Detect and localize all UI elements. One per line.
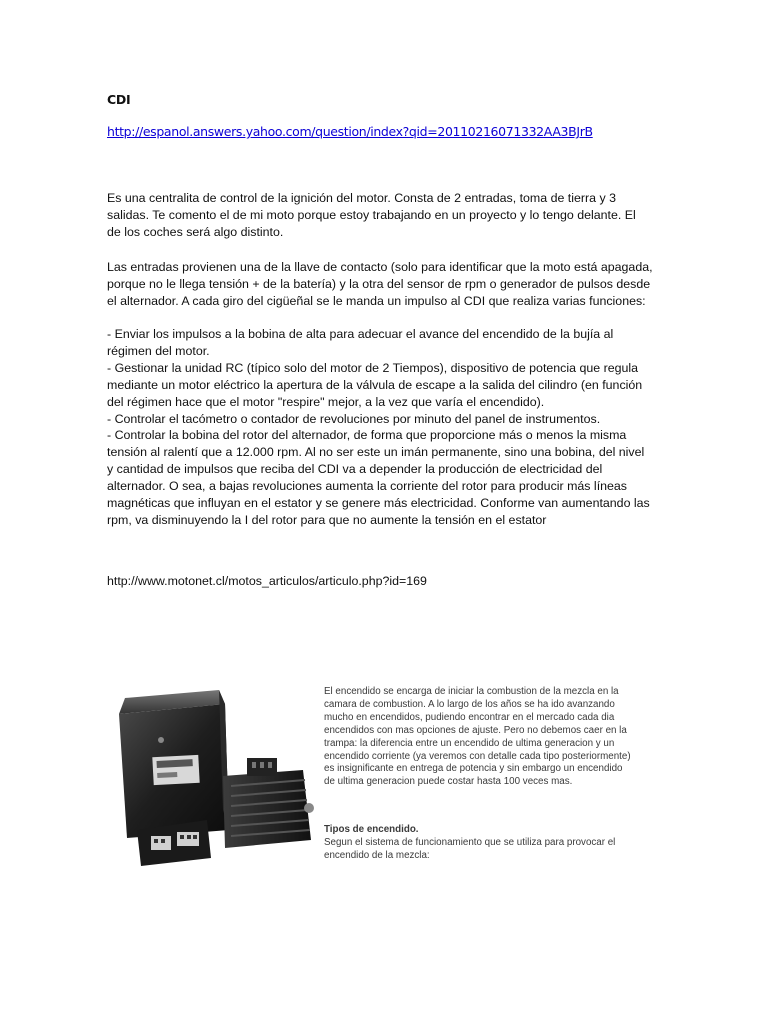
text-line: de ultima generacion puede costar hasta 100 veces mas. — [324, 776, 573, 788]
text-line: - Controlar el tacómetro o contador de revoluciones por minuto del panel de instrumentos. — [107, 411, 601, 426]
ignition-description — [324, 686, 654, 789]
text-line: trampa: la diferencia entre un encendido de ultima generacion y un — [324, 737, 615, 749]
text-line: - Gestionar la unidad RC (típico solo del motor de 2 Tiempos), dispositivo de potencia que regula — [107, 360, 639, 375]
text-line: tensión al ralentí que a 12.000 rpm. Al no ser este un imán permanente, sino una bobina, del nivel — [107, 445, 645, 460]
text-line: mucho en encendidos, pudiendo encontrar en el mercado cada dia — [324, 711, 615, 723]
paragraph-intro — [107, 190, 667, 241]
text-line: camara de combustion. A lo largo de los años se ha ido avanzando — [324, 698, 615, 710]
text-line: salidas. Te comento el de mi moto porque estoy trabajando en un proyecto y lo tengo delante. El — [107, 207, 636, 222]
yahoo-answers-link[interactable]: http://espanol.answers.yahoo.com/question/index?qid=20110216071332AA3BJrB — [107, 124, 593, 139]
document-heading: CDI — [107, 92, 131, 107]
text-line: Las entradas provienen una de la llave de contacto (solo para identificar que la moto está apagada, — [107, 260, 653, 274]
text-line: magnéticas que influyan en el estator y se genere más electricidad. Conforme van aumentando las — [107, 496, 650, 511]
text-line: encendido corriente (ya veremos con detalle cada tipo posteriormente) — [324, 750, 631, 762]
text-line: encendidos con mas opciones de ajuste. Pero no debemos caer en la — [324, 724, 627, 736]
paragraph-inputs — [107, 259, 667, 310]
text-line: El encendido se encarga de iniciar la combustion de la mezcla en la — [324, 686, 619, 697]
text-line: del régimen hace que el motor "respire" mejor, a la vez que varía el encendido). — [107, 394, 545, 409]
text-line: alternador. O sea, a bajas revoluciones aumenta la corriente del rotor para producir más líneas — [107, 479, 628, 494]
text-line: es insignificante en entrega de potencia y sin embargo un encendido — [324, 763, 623, 775]
text-line: y cantidad de impulsos que reciba del CDI va a depender la producción de electricidad del — [107, 462, 603, 477]
text-line: porque no le llega tensión + de la batería) y la otra del sensor de rpm o generador de pulsos desde — [107, 276, 651, 291]
motonet-url-text: http://www.motonet.cl/motos_articulos/articulo.php?id=169 — [107, 574, 427, 588]
text-line: - Enviar los impulsos a la bobina de alta para adecuar el avance del encendido de la bujía al — [107, 327, 614, 341]
ignition-types-heading: Tipos de encendido. — [324, 824, 419, 835]
text-line: el alternador. A cada giro del cigüeñal se le manda un impulso al CDI que realiza varias funciones: — [107, 293, 646, 308]
text-line: rpm, va disminuyendo la I del rotor para que no aumente la tensión en el estator — [107, 512, 547, 527]
text-line: mediante un motor eléctrico la apertura de la válvula de escape a la salida del cilindro (en función — [107, 377, 643, 392]
text-line: régimen del motor. — [107, 343, 210, 358]
text-line: - Controlar la bobina del rotor del alternador, de forma que proporcione más o menos la misma — [107, 428, 627, 443]
text-line: Segun el sistema de funcionamiento que se utiliza para provocar el — [324, 837, 616, 848]
text-line: encendido de la mezcla: — [324, 849, 430, 861]
ignition-types-text — [324, 837, 654, 863]
text-line: de los coches será algo distinto. — [107, 224, 284, 239]
cdi-units-photo — [107, 680, 317, 880]
text-line: Es una centralita de control de la ignición del motor. Consta de 2 entradas, toma de tierra y 3 — [107, 191, 616, 205]
paragraph-functions — [107, 326, 667, 529]
